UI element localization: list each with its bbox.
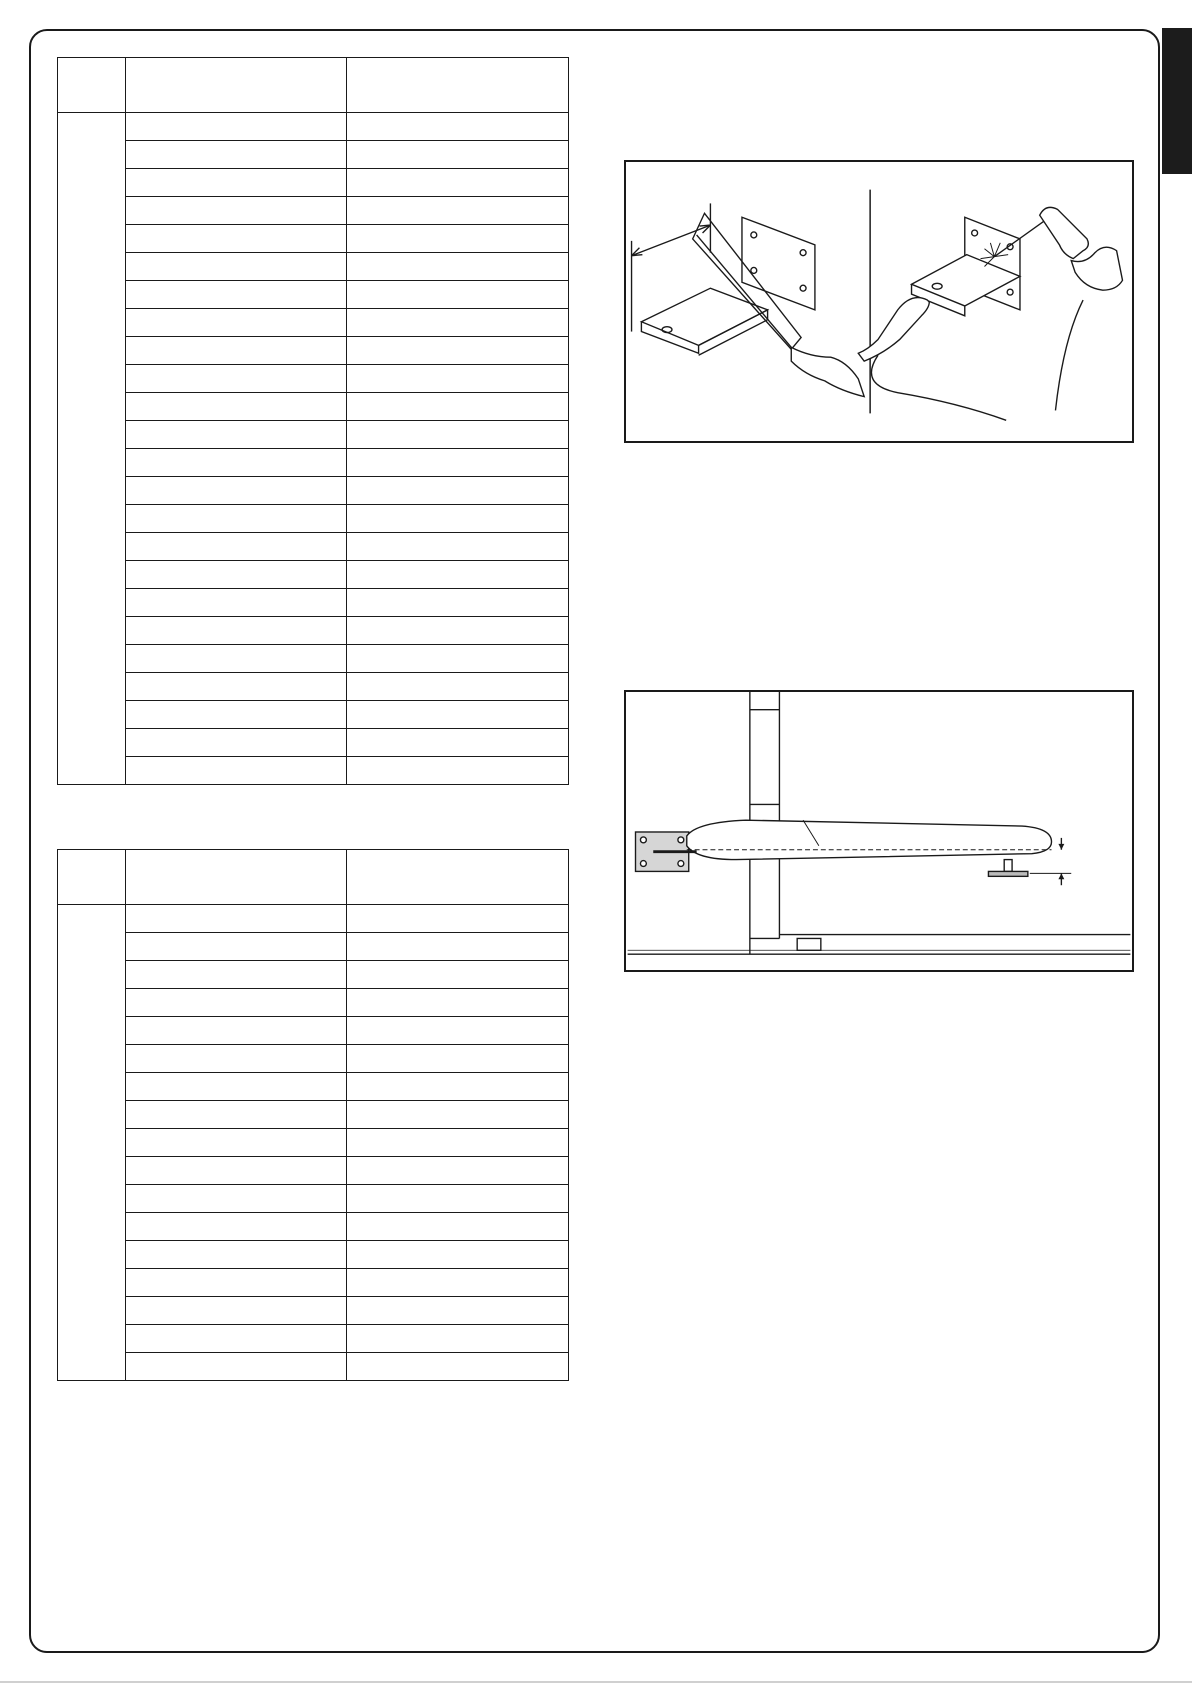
table-row bbox=[58, 1297, 569, 1325]
table-row bbox=[58, 449, 569, 477]
table-cell bbox=[126, 757, 347, 785]
table-cell bbox=[126, 989, 347, 1017]
table-cell bbox=[347, 281, 569, 309]
table-row bbox=[58, 729, 569, 757]
table-row bbox=[58, 1353, 569, 1381]
table-cell bbox=[126, 421, 347, 449]
table-cell bbox=[347, 533, 569, 561]
table-cell bbox=[126, 505, 347, 533]
table-cell bbox=[126, 905, 347, 933]
table-cell bbox=[347, 617, 569, 645]
table-cell bbox=[126, 225, 347, 253]
table-row bbox=[58, 617, 569, 645]
table-row bbox=[58, 1269, 569, 1297]
table-cell bbox=[126, 141, 347, 169]
table-row bbox=[58, 1325, 569, 1353]
table-cell bbox=[347, 449, 569, 477]
table-row bbox=[58, 1157, 569, 1185]
table-cell bbox=[126, 169, 347, 197]
table-row bbox=[58, 1185, 569, 1213]
spec-table-2 bbox=[57, 849, 569, 1381]
table-cell bbox=[347, 477, 569, 505]
table-cell bbox=[126, 1353, 347, 1381]
table-row bbox=[58, 961, 569, 989]
table-cell bbox=[126, 673, 347, 701]
table-cell bbox=[126, 933, 347, 961]
figure-motor-side-view bbox=[624, 690, 1134, 972]
welding-panel bbox=[858, 207, 1122, 420]
table-cell bbox=[347, 589, 569, 617]
bracket-illustration bbox=[626, 162, 1132, 441]
table-cell bbox=[347, 729, 569, 757]
group-cell bbox=[58, 113, 126, 785]
table-cell bbox=[347, 1325, 569, 1353]
table-row bbox=[58, 561, 569, 589]
floor-stop bbox=[797, 938, 821, 950]
table-cell bbox=[347, 1241, 569, 1269]
motor-body bbox=[687, 820, 1052, 859]
table-row bbox=[58, 365, 569, 393]
table-cell bbox=[126, 1213, 347, 1241]
table-cell bbox=[126, 1101, 347, 1129]
table-cell bbox=[126, 617, 347, 645]
table-cell bbox=[126, 253, 347, 281]
table-cell bbox=[347, 1269, 569, 1297]
table-row bbox=[58, 1101, 569, 1129]
table-row bbox=[58, 505, 569, 533]
table-row bbox=[58, 421, 569, 449]
side-tab bbox=[1162, 28, 1192, 174]
table-cell bbox=[347, 1353, 569, 1381]
table-cell bbox=[347, 1297, 569, 1325]
table-cell bbox=[347, 1213, 569, 1241]
motor-side-illustration bbox=[626, 692, 1132, 970]
table-cell bbox=[347, 113, 569, 141]
table-row bbox=[58, 337, 569, 365]
header-cell bbox=[126, 58, 347, 113]
table-cell bbox=[347, 561, 569, 589]
wall-plate bbox=[742, 217, 815, 310]
table-row bbox=[58, 1073, 569, 1101]
table-cell bbox=[126, 589, 347, 617]
header-cell bbox=[58, 850, 126, 905]
table-cell bbox=[347, 141, 569, 169]
table-cell bbox=[126, 393, 347, 421]
table-cell bbox=[126, 1045, 347, 1073]
table-cell bbox=[347, 505, 569, 533]
table-cell bbox=[126, 281, 347, 309]
table-cell bbox=[126, 1325, 347, 1353]
table-cell bbox=[126, 561, 347, 589]
arm-foot bbox=[988, 871, 1027, 876]
table-cell bbox=[126, 113, 347, 141]
table-cell bbox=[347, 1073, 569, 1101]
table-row bbox=[58, 645, 569, 673]
table-row bbox=[58, 253, 569, 281]
welding-cable-left bbox=[871, 355, 1006, 420]
welding-cable-right bbox=[1055, 300, 1083, 410]
figure-bracket-cut-weld bbox=[624, 160, 1134, 443]
table-row bbox=[58, 905, 569, 933]
table-row bbox=[58, 113, 569, 141]
electrode-holder bbox=[1040, 207, 1089, 258]
table-cell bbox=[347, 961, 569, 989]
table-cell bbox=[126, 365, 347, 393]
table-row bbox=[58, 1017, 569, 1045]
table-row bbox=[58, 1213, 569, 1241]
table-cell bbox=[126, 961, 347, 989]
cutting-panel bbox=[632, 203, 865, 396]
table-cell bbox=[347, 225, 569, 253]
table-cell bbox=[126, 1297, 347, 1325]
table-cell bbox=[347, 253, 569, 281]
table-cell bbox=[126, 1017, 347, 1045]
table-cell bbox=[126, 309, 347, 337]
table-row bbox=[58, 169, 569, 197]
table-cell bbox=[347, 1129, 569, 1157]
table-cell bbox=[126, 1157, 347, 1185]
table-row bbox=[58, 477, 569, 505]
header-cell bbox=[126, 850, 347, 905]
table-cell bbox=[347, 197, 569, 225]
table-cell bbox=[126, 1129, 347, 1157]
table-cell bbox=[347, 1157, 569, 1185]
measure-arrow bbox=[632, 225, 711, 256]
table-row bbox=[58, 141, 569, 169]
table-cell bbox=[347, 905, 569, 933]
table-row bbox=[58, 225, 569, 253]
ground-clamp bbox=[858, 298, 929, 362]
table-row bbox=[58, 673, 569, 701]
hand-left bbox=[791, 347, 864, 396]
table-row bbox=[58, 281, 569, 309]
table-cell bbox=[126, 1269, 347, 1297]
table-cell bbox=[126, 1073, 347, 1101]
table-cell bbox=[347, 1101, 569, 1129]
header-cell bbox=[347, 850, 569, 905]
table-cell bbox=[347, 365, 569, 393]
table-row bbox=[58, 989, 569, 1017]
table-cell bbox=[347, 701, 569, 729]
table-cell bbox=[126, 337, 347, 365]
table-row bbox=[58, 589, 569, 617]
table-cell bbox=[347, 393, 569, 421]
bottom-rule bbox=[0, 1681, 1192, 1683]
table-cell bbox=[126, 197, 347, 225]
table-row bbox=[58, 701, 569, 729]
table-row bbox=[58, 1045, 569, 1073]
table-cell bbox=[126, 701, 347, 729]
table-cell bbox=[347, 1017, 569, 1045]
table-cell bbox=[347, 1185, 569, 1213]
table-cell bbox=[347, 1045, 569, 1073]
table-cell bbox=[347, 309, 569, 337]
header-cell bbox=[58, 58, 126, 113]
table-cell bbox=[126, 1241, 347, 1269]
table-cell bbox=[126, 645, 347, 673]
table-row bbox=[58, 1129, 569, 1157]
table-cell bbox=[126, 1185, 347, 1213]
spec-table-1 bbox=[57, 57, 569, 785]
group-cell bbox=[58, 905, 126, 1381]
table-row bbox=[58, 933, 569, 961]
table-header-row bbox=[58, 58, 569, 113]
table-cell bbox=[347, 757, 569, 785]
table-row bbox=[58, 393, 569, 421]
table-cell bbox=[126, 449, 347, 477]
table-cell bbox=[347, 169, 569, 197]
table-cell bbox=[126, 533, 347, 561]
table-row bbox=[58, 1241, 569, 1269]
table-cell bbox=[347, 421, 569, 449]
table-row bbox=[58, 309, 569, 337]
table-cell bbox=[347, 645, 569, 673]
table-cell bbox=[347, 673, 569, 701]
table-cell bbox=[126, 729, 347, 757]
table-row bbox=[58, 533, 569, 561]
table-row bbox=[58, 197, 569, 225]
table-cell bbox=[126, 477, 347, 505]
header-cell bbox=[347, 58, 569, 113]
table-header-row bbox=[58, 850, 569, 905]
table-row bbox=[58, 757, 569, 785]
table-cell bbox=[347, 337, 569, 365]
table-cell bbox=[347, 933, 569, 961]
table-cell bbox=[347, 989, 569, 1017]
